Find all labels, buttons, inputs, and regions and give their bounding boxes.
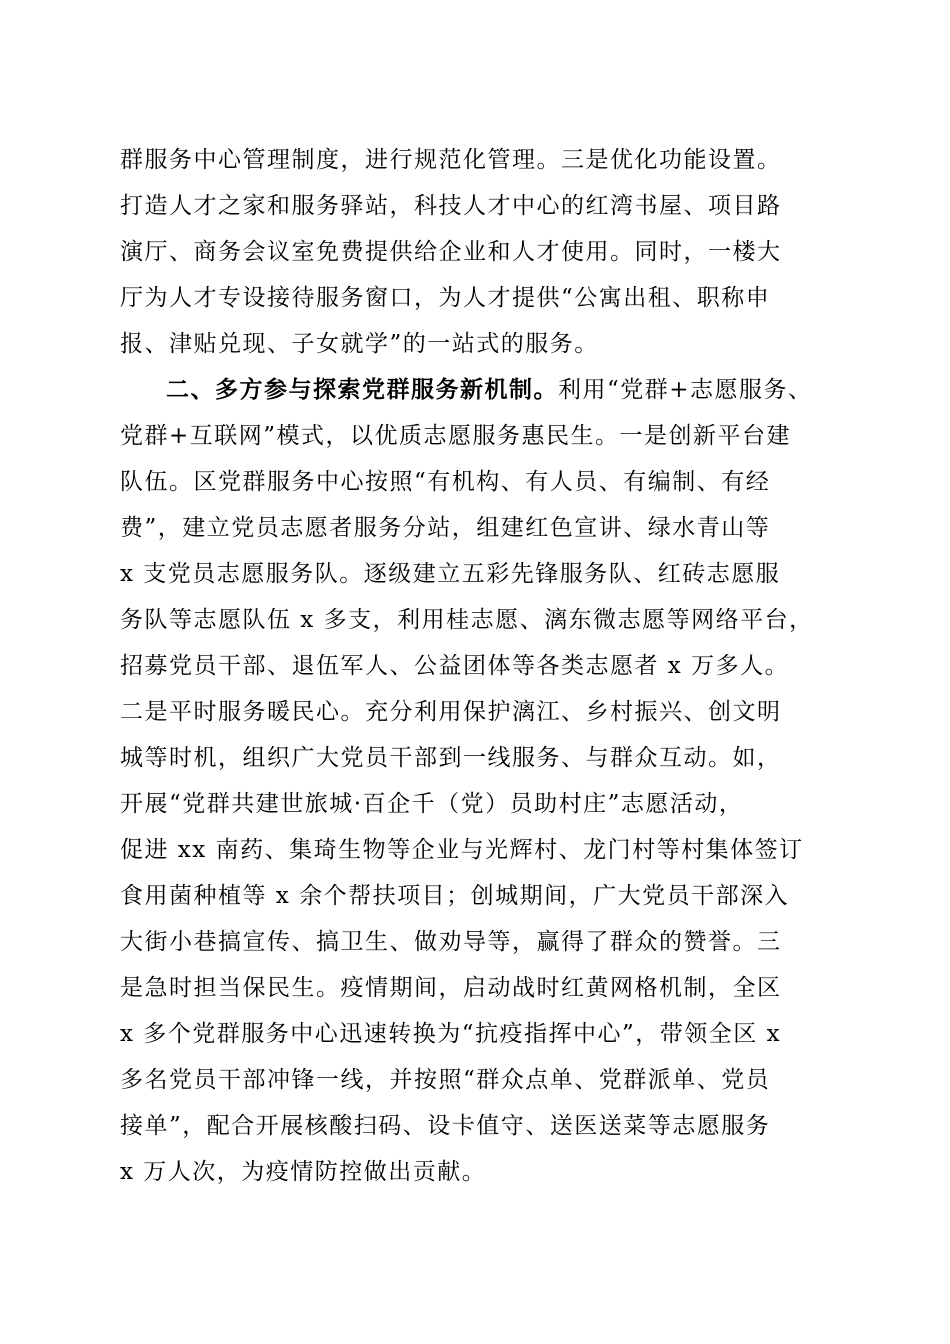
body-text-line: 费”，建立党员志愿者服务分站，组建红色宣讲、绿水青山等: [120, 515, 771, 541]
body-text-line: 是急时担当保民生。疫情期间，启动战时红黄网格机制，全区: [120, 975, 782, 1001]
body-text-line: 演厅、商务会议室免费提供给企业和人才使用。同时，一楼大: [120, 239, 782, 265]
body-text-line: 食用菌种植等 x 余个帮扶项目；创城期间，广大党员干部深入: [120, 883, 790, 909]
body-text-line: x 支党员志愿服务队。逐级建立五彩先锋服务队、红砖志愿服: [120, 561, 781, 587]
body-text-line: 开展“党群共建世旅城·百企千（党）员助村庄”志愿活动，: [120, 791, 744, 817]
body-text-line: 党群+互联网”模式，以优质志愿服务惠民生。一是创新平台建: [120, 423, 792, 449]
body-text-line: 报、津贴兑现、子女就学”的一站式的服务。: [120, 331, 599, 357]
section-heading: 二、多方参与探索党群服务新机制。: [166, 376, 558, 403]
body-text-line: 打造人才之家和服务驿站，科技人才中心的红湾书屋、项目路: [120, 193, 782, 219]
body-text-line: 务队等志愿队伍 x 多支，利用桂志愿、漓东微志愿等网络平台，: [120, 607, 814, 633]
body-text-line: x 万人次，为疫情防控做出贡献。: [120, 1159, 487, 1185]
body-text-line: 二是平时服务暖民心。充分利用保护漓江、乡村振兴、创文明: [120, 699, 782, 725]
body-text-line: 多名党员干部冲锋一线，并按照“群众点单、党群派单、党员: [120, 1067, 771, 1093]
body-text-line: 招募党员干部、退伍军人、公益团体等各类志愿者 x 万多人。: [120, 653, 790, 679]
body-text-line: 促进 xx 南药、集琦生物等企业与光辉村、龙门村等村集体签订: [120, 837, 804, 863]
body-text-line: 队伍。区党群服务中心按照“有机构、有人员、有编制、有经: [120, 469, 771, 495]
body-text-line: 群服务中心管理制度，进行规范化管理。三是优化功能设置。: [120, 147, 782, 173]
body-text-line: 大街小巷搞宣传、搞卫生、做劝导等，赢得了群众的赞誉。三: [120, 929, 782, 955]
body-text-line: 城等时机，组织广大党员干部到一线服务、与群众互动。如，: [120, 745, 782, 771]
body-text-line: 接单”，配合开展核酸扫码、设卡值守、送医送菜等志愿服务: [120, 1113, 771, 1139]
body-text-line: x 多个党群服务中心迅速转换为“抗疫指挥中心”，带领全区 x: [120, 1021, 782, 1047]
body-text-line: 厅为人才专设接待服务窗口，为人才提供“公寓出租、职称申: [120, 285, 771, 311]
section-heading-line: [166, 375, 886, 405]
section-heading-rest: 利用“党群+志愿服务、: [558, 377, 813, 403]
